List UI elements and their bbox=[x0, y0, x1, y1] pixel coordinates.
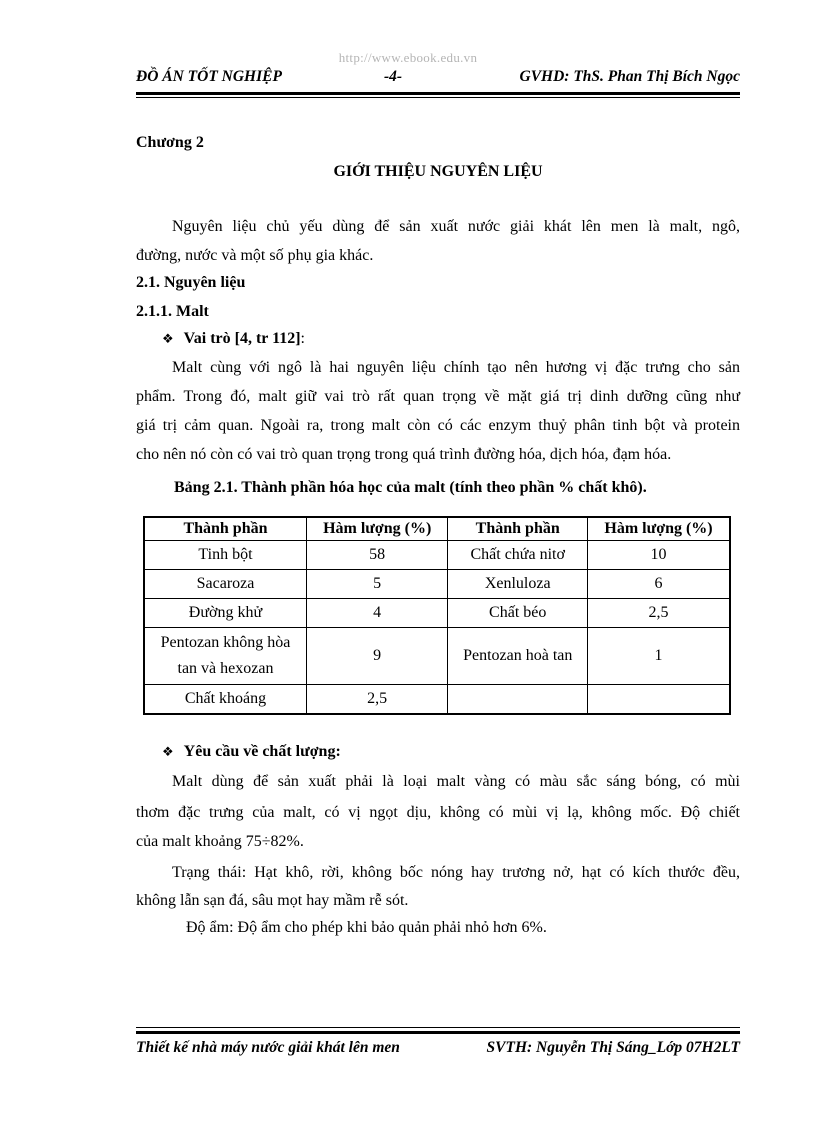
role-heading-text: Vai trò [4, tr 112] bbox=[183, 330, 301, 347]
table-row bbox=[144, 628, 730, 685]
section-heading-2-1-1: 2.1.1. Malt bbox=[136, 303, 209, 320]
watermark-url: http://www.ebook.edu.vn bbox=[338, 50, 478, 65]
quality-heading-text: Yêu cầu về chất lượng: bbox=[183, 743, 341, 760]
table-cell: 4 bbox=[306, 599, 447, 628]
table-cell: Tinh bột bbox=[144, 541, 306, 570]
diamond-bullet-icon: ❖ bbox=[162, 331, 174, 346]
table-cell-line: Pentozan không hòa bbox=[160, 634, 291, 651]
table-row bbox=[144, 541, 730, 570]
table-cell: 5 bbox=[306, 570, 447, 599]
table-cell: Xenluloza bbox=[448, 570, 588, 599]
table-cell: 2,5 bbox=[588, 599, 730, 628]
moisture-line: Độ ẩm: Độ ẩm cho phép khi bảo quản phải nhỏ hơn 6%. bbox=[186, 919, 547, 936]
state-line-2: không lẫn sạn đá, sâu mọt hay mầm rễ sót. bbox=[136, 892, 409, 909]
header-rule-thick bbox=[136, 92, 740, 95]
table-cell bbox=[588, 685, 730, 715]
table-cell: Chất béo bbox=[448, 599, 588, 628]
header-rule-thin bbox=[136, 97, 740, 98]
table-cell: Pentozan hoà tan bbox=[448, 628, 588, 685]
table-cell-multiline bbox=[144, 628, 306, 685]
table-cell: 58 bbox=[306, 541, 447, 570]
table-row bbox=[144, 570, 730, 599]
table-row bbox=[144, 685, 730, 715]
quality-line-2: thơm đặc trưng của malt, có vị ngọt dịu, không có mùi vị lạ, không mốc. Độ chiết bbox=[136, 804, 740, 821]
table-cell: Chất chứa nitơ bbox=[448, 541, 588, 570]
role-line-2: phẩm. Trong đó, malt giữ vai trò rất quan trọng về mặt giá trị dinh dưỡng cũng như bbox=[136, 388, 740, 405]
table-header-cell: Thành phần bbox=[144, 517, 306, 541]
table-header-row bbox=[144, 517, 730, 541]
role-line-4: cho nên nó còn có vai trò quan trọng trong quá trình đường hóa, dịch hóa, đạm hóa. bbox=[136, 446, 672, 463]
footer-rule-thick bbox=[136, 1031, 740, 1034]
role-line-3: giá trị cảm quan. Ngoài ra, trong malt còn có các enzym thuỷ phân tinh bột và protein bbox=[136, 417, 740, 434]
header-page-number: -4- bbox=[384, 68, 403, 85]
header-thesis-label: ĐỒ ÁN TỐT NGHIỆP bbox=[136, 68, 282, 85]
table-header-cell: Hàm lượng (%) bbox=[306, 517, 447, 541]
table-cell: Chất khoáng bbox=[144, 685, 306, 715]
quality-line-3: của malt khoảng 75÷82%. bbox=[136, 833, 304, 850]
intro-line-2: đường, nước và một số phụ gia khác. bbox=[136, 247, 374, 264]
table-cell: 2,5 bbox=[306, 685, 447, 715]
table-cell: 9 bbox=[306, 628, 447, 685]
table-row bbox=[144, 599, 730, 628]
table-cell: 1 bbox=[588, 628, 730, 685]
role-line-1: Malt cùng với ngô là hai nguyên liệu chính tạo nên hương vị đặc trưng cho sản bbox=[172, 359, 740, 376]
table-cell: 6 bbox=[588, 570, 730, 599]
footer-student: SVTH: Nguyễn Thị Sáng_Lớp 07H2LT bbox=[486, 1039, 740, 1056]
table-cell: 10 bbox=[588, 541, 730, 570]
chapter-title: GIỚI THIỆU NGUYÊN LIỆU bbox=[333, 163, 543, 180]
role-heading-colon: : bbox=[300, 330, 305, 347]
footer-project-title: Thiết kế nhà máy nước giải khát lên men bbox=[136, 1039, 400, 1056]
header-advisor: GVHD: ThS. Phan Thị Bích Ngọc bbox=[519, 68, 740, 85]
table-cell bbox=[448, 685, 588, 715]
role-heading bbox=[162, 324, 305, 353]
table-caption: Bảng 2.1. Thành phần hóa học của malt (tính theo phần % chất khô). bbox=[174, 479, 647, 496]
quality-line-1: Malt dùng để sản xuất phải là loại malt vàng có màu sắc sáng bóng, có mùi bbox=[172, 773, 740, 790]
quality-heading bbox=[162, 737, 341, 766]
chapter-label: Chương 2 bbox=[136, 134, 204, 151]
table-header-cell: Thành phần bbox=[448, 517, 588, 541]
state-line-1: Trạng thái: Hạt khô, rời, không bốc nóng hay trương nở, hạt có kích thước đều, bbox=[172, 864, 740, 881]
diamond-bullet-icon: ❖ bbox=[162, 744, 174, 759]
table-cell: Đường khử bbox=[144, 599, 306, 628]
section-heading-2-1: 2.1. Nguyên liệu bbox=[136, 274, 246, 291]
table-header-cell: Hàm lượng (%) bbox=[588, 517, 730, 541]
table-cell-line: tan và hexozan bbox=[177, 660, 274, 677]
intro-line-1: Nguyên liệu chủ yếu dùng để sản xuất nước giải khát lên men là malt, ngô, bbox=[172, 218, 740, 235]
footer-rule-thin bbox=[136, 1027, 740, 1028]
composition-table bbox=[143, 516, 731, 715]
table-cell: Sacaroza bbox=[144, 570, 306, 599]
